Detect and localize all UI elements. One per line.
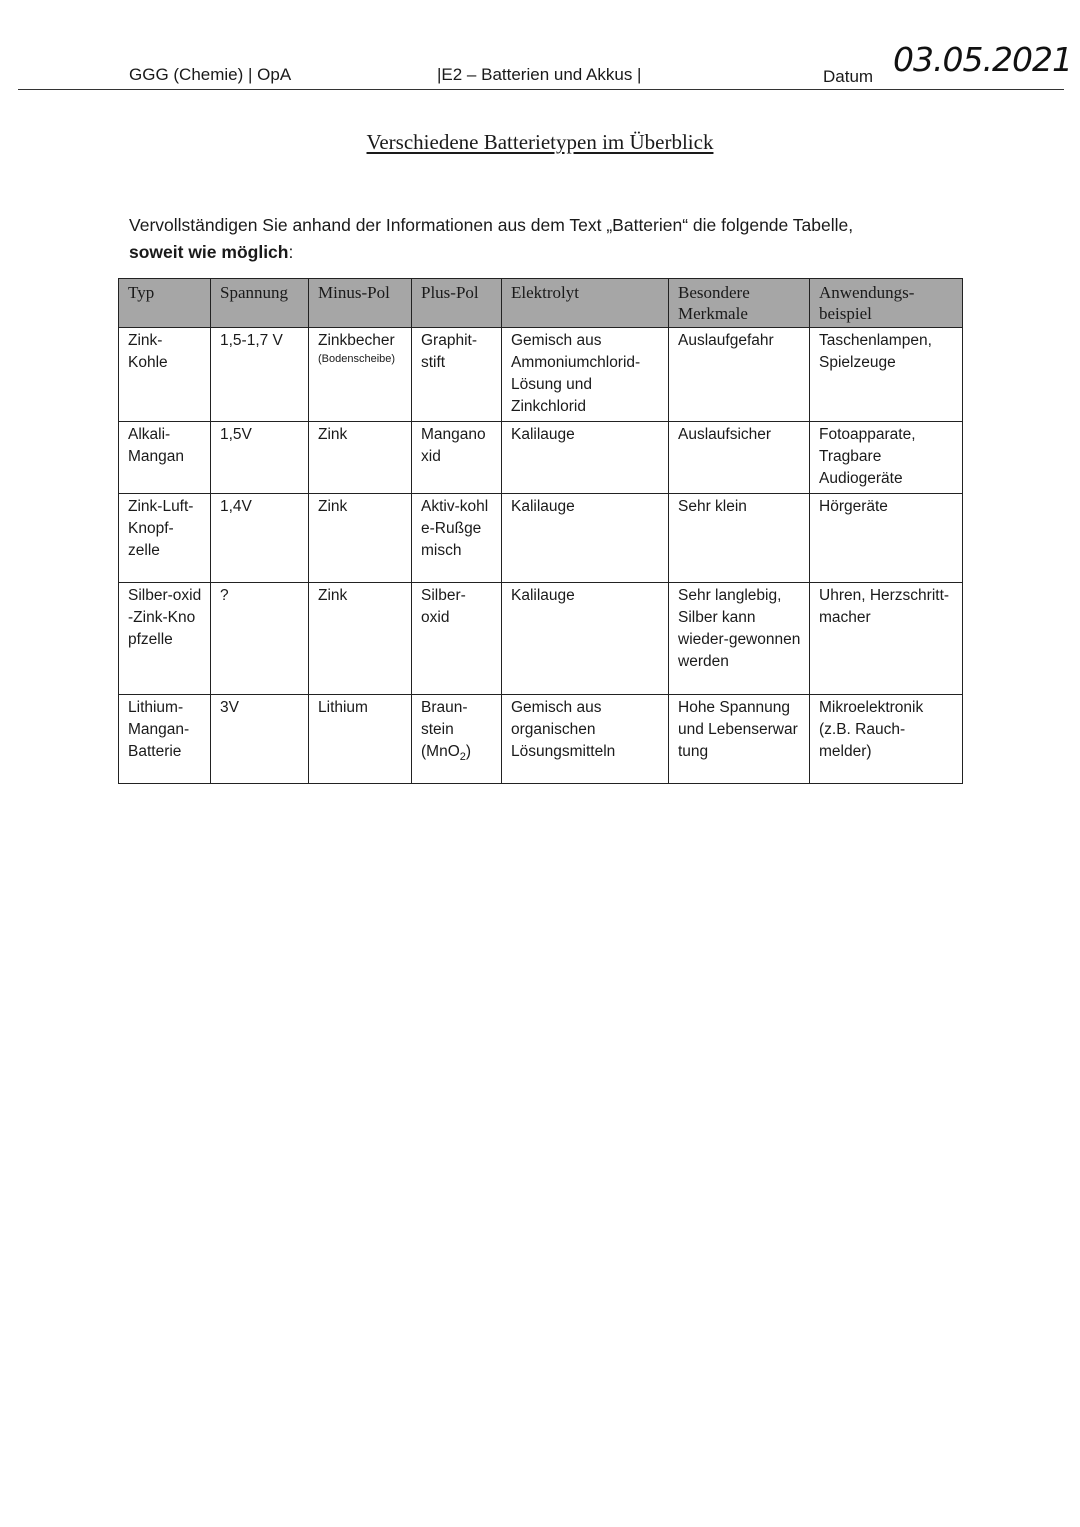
cell-plus-pol: Graphit-stift	[412, 328, 502, 422]
cell-merkmale: Sehr klein	[669, 494, 810, 583]
header-merkmale: Besondere Merkmale	[669, 279, 810, 328]
cell-minus-pol-main: Zinkbecher	[318, 332, 395, 349]
cell-minus-pol: Lithium	[309, 695, 412, 784]
page-title: Verschiedene Batterietypen im Überblick	[366, 130, 714, 154]
cell-plus-pol-formula: (MnO	[421, 743, 460, 760]
cell-minus-pol: Zink	[309, 583, 412, 695]
instruction-bold: soweit wie möglich	[129, 242, 289, 262]
cell-anwendung: Mikroelektronik (z.B. Rauch-melder)	[810, 695, 963, 784]
cell-anwendung: Taschenlampen, Spielzeuge	[810, 328, 963, 422]
header-spannung: Spannung	[211, 279, 309, 328]
cell-elektrolyt: Kalilauge	[502, 583, 669, 695]
table-row	[119, 583, 963, 695]
cell-plus-pol: Silber-oxid	[412, 583, 502, 695]
cell-anwendung: Fotoapparate, Tragbare Audiogeräte	[810, 422, 963, 494]
cell-merkmale: Auslaufsicher	[669, 422, 810, 494]
cell-anwendung: Uhren, Herzschritt-macher	[810, 583, 963, 695]
instruction-text	[129, 212, 853, 266]
cell-merkmale: Hohe Spannung und Lebenserwartung	[669, 695, 810, 784]
header-topic: |E2 – Batterien und Akkus |	[437, 65, 642, 84]
cell-elektrolyt: Gemisch aus Ammoniumchlorid-Lösung und Zinkchlorid	[502, 328, 669, 422]
cell-plus-pol-subscript: 2	[459, 751, 466, 764]
header-course: GGG (Chemie) | OpA	[129, 65, 292, 84]
cell-spannung: 1,5-1,7 V	[211, 328, 309, 422]
table-row	[119, 494, 963, 583]
cell-spannung: 1,4V	[211, 494, 309, 583]
cell-plus-pol	[412, 695, 502, 784]
header-date-handwritten: 03.05.2021	[893, 40, 1072, 79]
cell-anwendung: Hörgeräte	[810, 494, 963, 583]
cell-minus-pol	[309, 328, 412, 422]
cell-minus-pol: Zink	[309, 494, 412, 583]
cell-typ: Lithium-Mangan-Batterie	[119, 695, 211, 784]
cell-minus-pol-note: (Bodenscheibe)	[318, 353, 396, 365]
cell-typ: Zink-Kohle	[119, 328, 211, 422]
cell-elektrolyt: Gemisch aus organischen Lösungsmitteln	[502, 695, 669, 784]
cell-merkmale: Auslaufgefahr	[669, 328, 810, 422]
cell-elektrolyt: Kalilauge	[502, 422, 669, 494]
instruction-suffix: :	[288, 242, 294, 262]
header-elektrolyt: Elektrolyt	[502, 279, 669, 328]
table-header-row	[119, 279, 963, 328]
cell-plus-pol: Manganoxid	[412, 422, 502, 494]
header-divider	[18, 89, 1064, 90]
cell-plus-pol-close: )	[465, 743, 472, 760]
header-anwendung: Anwendungs-beispiel	[810, 279, 963, 328]
cell-spannung: ?	[211, 583, 309, 695]
table-row	[119, 695, 963, 784]
header-date-label: Datum	[823, 67, 874, 86]
cell-elektrolyt: Kalilauge	[502, 494, 669, 583]
header-minus-pol: Minus-Pol	[309, 279, 412, 328]
header-plus-pol: Plus-Pol	[412, 279, 502, 328]
instruction-main: Vervollständigen Sie anhand der Informationen aus dem Text „Batterien“ die folgende Tabelle,	[129, 215, 854, 235]
table-row	[119, 328, 963, 422]
table-row	[119, 422, 963, 494]
cell-plus-pol-main: Braun-stein	[421, 699, 468, 738]
cell-typ: Zink-Luft-Knopf-zelle	[119, 494, 211, 583]
cell-plus-pol: Aktiv-kohle-Rußgemisch	[412, 494, 502, 583]
cell-typ: Alkali-Mangan	[119, 422, 211, 494]
battery-table	[118, 278, 963, 784]
cell-merkmale: Sehr langlebig, Silber kann wieder-gewonnen werden	[669, 583, 810, 695]
cell-spannung: 3V	[211, 695, 309, 784]
header-typ: Typ	[119, 279, 211, 328]
cell-typ: Silber-oxid-Zink-Knopfzelle	[119, 583, 211, 695]
cell-spannung: 1,5V	[211, 422, 309, 494]
cell-minus-pol: Zink	[309, 422, 412, 494]
